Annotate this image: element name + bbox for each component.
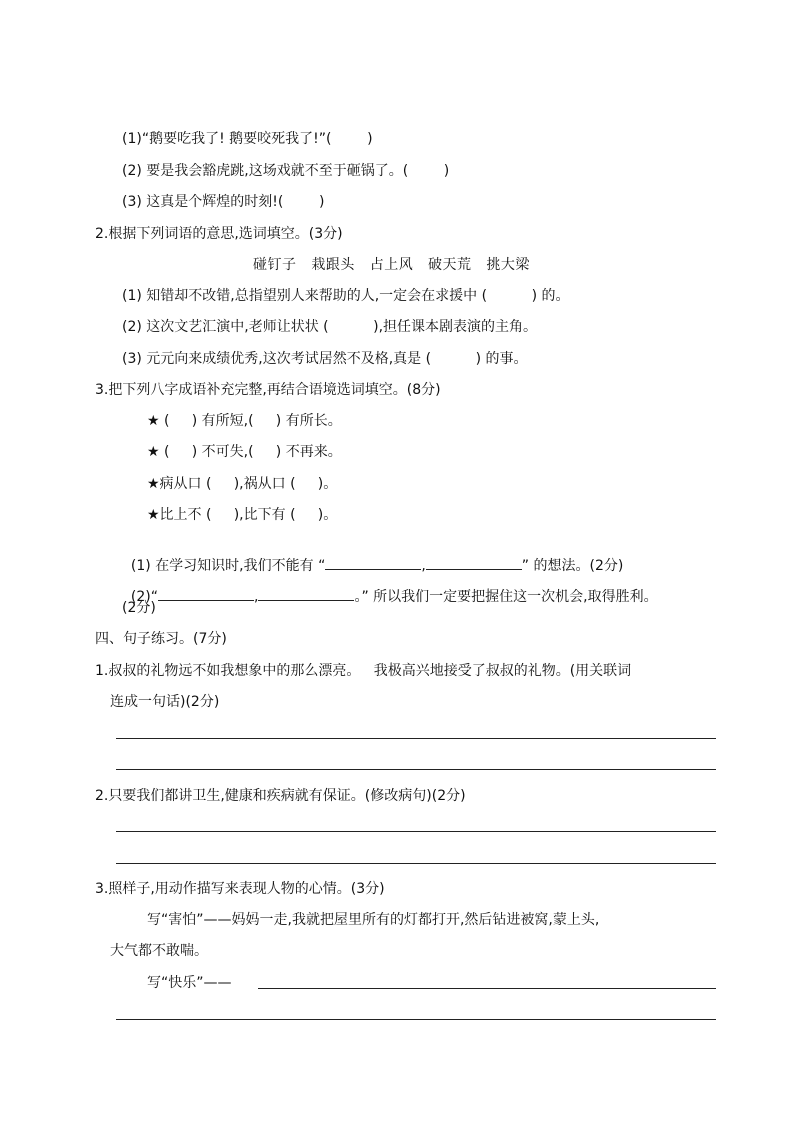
- q3-idiom-3: ★病从口 ( ),祸从口 ( )。: [147, 476, 338, 492]
- q3-item-2-text-b: ,: [254, 589, 259, 605]
- q3-item-1-text-c: ” 的想法。(2分): [521, 558, 624, 574]
- s4-write-prompt: 写“快乐”——: [147, 975, 232, 991]
- q1-item-1: (1)“鹅要吃我了! 鹅要咬死我了!”( ): [122, 131, 373, 147]
- q3-idiom-1: ★ ( ) 有所短,( ) 有所长。: [147, 413, 342, 429]
- s4-q1-line1: 1.叔叔的礼物远不如我想象中的那么漂亮。 我极高兴地接受了叔叔的礼物。(用关联词: [95, 663, 632, 679]
- q3-item-2-score: (2分): [122, 600, 156, 616]
- answer-line[interactable]: [116, 738, 716, 739]
- q3-idiom-4: ★比上不 ( ),比下有 ( )。: [147, 507, 338, 523]
- q3-item-1-text-a: (1) 在学习知识时,我们不能有 “: [130, 558, 326, 574]
- answer-line[interactable]: [116, 1019, 716, 1020]
- q2-word-bank: 碰钉子 栽跟头 占上风 破天荒 挑大梁: [253, 257, 530, 273]
- q3-idiom-2: ★ ( ) 不可失,( ) 不再来。: [147, 444, 342, 460]
- q2-item-3: (3) 元元向来成绩优秀,这次考试居然不及格,真是 ( ) 的事。: [122, 351, 528, 367]
- q1-item-2: (2) 要是我会豁虎跳,这场戏就不至于砸锅了。( ): [122, 163, 450, 179]
- s4-example-line2: 大气都不敢喘。: [110, 943, 208, 959]
- blank-line[interactable]: [158, 586, 254, 601]
- q2-item-2: (2) 这次文艺汇演中,老师让状状 ( ),担任课本剧表演的主角。: [122, 319, 538, 335]
- q1-item-3: (3) 这真是个辉煌的时刻!( ): [122, 194, 325, 210]
- section-4-title: 四、句子练习。(7分): [95, 631, 227, 647]
- q3-item-1-text-b: ,: [421, 558, 426, 574]
- s4-q3: 3.照样子,用动作描写来表现人物的心情。(3分): [95, 881, 385, 897]
- answer-line[interactable]: [116, 831, 716, 832]
- s4-q1-line2: 连成一句话)(2分): [110, 694, 220, 710]
- q3-item-2: [122, 568, 658, 606]
- blank-line[interactable]: [258, 586, 354, 601]
- q3-title: 3.把下列八字成语补充完整,再结合语境选词填空。(8分): [95, 382, 441, 398]
- s4-q2: 2.只要我们都讲卫生,健康和疾病就有保证。(修改病句)(2分): [95, 788, 466, 804]
- answer-line[interactable]: [116, 863, 716, 864]
- q3-item-2-text-c: 。” 所以我们一定要把握住这一次机会,取得胜利。: [354, 589, 658, 605]
- q3-item-2-text-a: (2)“: [130, 589, 158, 605]
- q2-title: 2.根据下列词语的意思,选词填空。(3分): [95, 226, 343, 242]
- s4-example-line1: 写“害怕”——妈妈一走,我就把屋里所有的灯都打开,然后钻进被窝,蒙上头,: [147, 912, 600, 928]
- answer-line[interactable]: [116, 769, 716, 770]
- answer-line[interactable]: [258, 988, 716, 989]
- q2-item-1: (1) 知错却不改错,总指望别人来帮助的人,一定会在求援中 ( ) 的。: [122, 288, 570, 304]
